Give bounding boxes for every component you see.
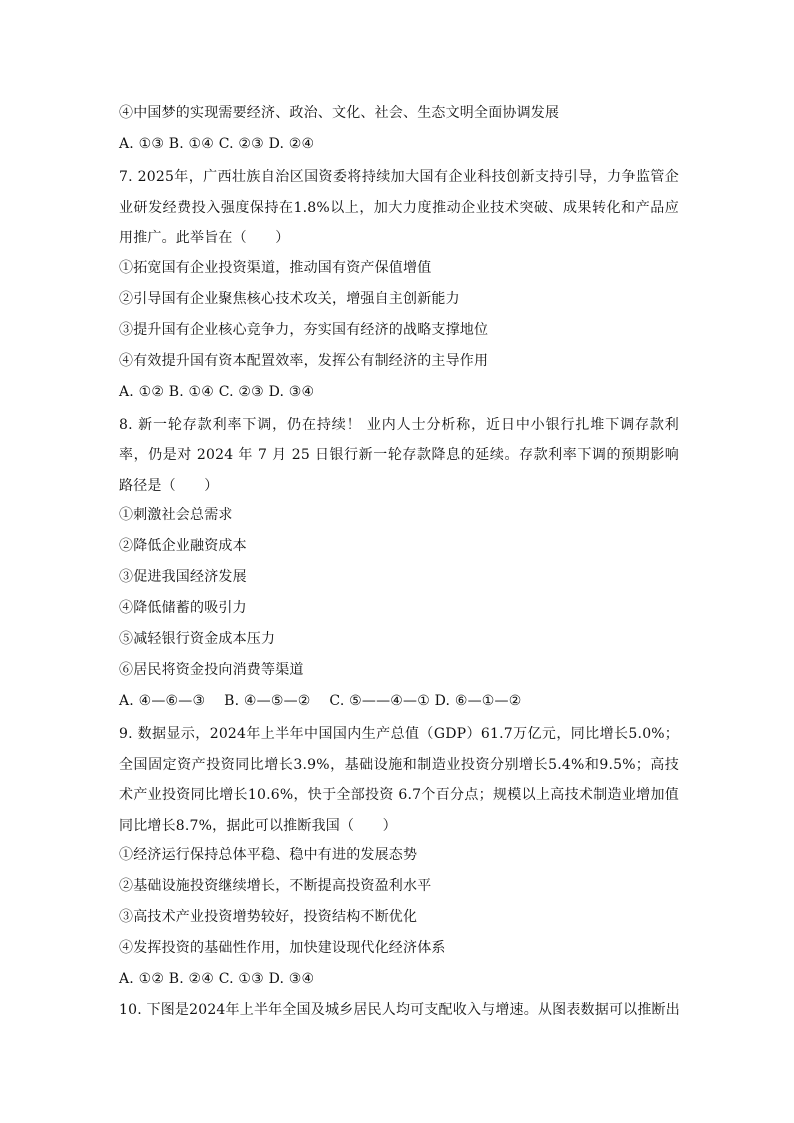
- q6-item-4: ④中国梦的实现需要经济、政治、文化、社会、生态文明全面协调发展: [119, 105, 560, 121]
- q7-stem-text: 7. 2025年，广西壮族自治区国资委将持续加大国有企业科技创新支持引导，力争监管企业研发经费投入强度保持在1.8%以上，加大力度推动企业技术突破、成果转化和产品应用推广。此举旨在（ ）: [119, 169, 679, 246]
- q8-item-6: ⑥居民将资金投向消费等渠道: [119, 662, 304, 678]
- q9-choices: A. ①② B. ②④ C. ①③ D. ③④: [119, 971, 315, 987]
- q8-stem-text: 8. 新一轮存款利率下调，仍在持续！ 业内人士分析称，近日中小银行扎堆下调存款利率，仍是对 2024 年 7 月 25 日银行新一轮存款降息的延续。存款利率下调的预期影响路径是（ ）: [119, 416, 679, 494]
- q8-item-1: ①刺激社会总需求: [119, 507, 233, 523]
- q8-item-3: ③促进我国经济发展: [119, 569, 247, 585]
- q8-item-5: ⑤减轻银行资金成本压力: [119, 631, 276, 647]
- q7-item-4: ④有效提升国有资本配置效率，发挥公有制经济的主导作用: [119, 352, 489, 369]
- q9-item-1: ①经济运行保持总体平稳、稳中有进的发展态势: [119, 847, 418, 863]
- q7-item-1: ①拓宽国有企业投资渠道，推动国有资产保值增值: [119, 259, 432, 276]
- q8-item-2: ②降低企业融资成本: [119, 538, 247, 554]
- q10-stem: 10. 下图是2024年上半年全国及城乡居民人均可支配收入与增速。从图表数据可以推断出: [119, 1002, 680, 1018]
- q6-choices: A. ①③ B. ①④ C. ②③ D. ②④: [119, 136, 315, 152]
- q8-item-4: ④降低储蓄的吸引力: [119, 600, 247, 616]
- q9-item-4: ④发挥投资的基础性作用，加快建设现代化经济体系: [119, 940, 446, 956]
- q7-choices: A. ①② B. ①④ C. ②③ D. ③④: [119, 383, 315, 400]
- q9-item-2: ②基础设施投资继续增长，不断提高投资盈利水平: [119, 878, 432, 894]
- q8-choices: A. ④—⑥—③ B. ④—⑤—② C. ⑤——④—① D. ⑥—①—②: [119, 693, 522, 709]
- q9-stem-text: 9. 数据显示，2024年上半年中国国内生产总值（GDP）61.7万亿元，同比增长5.0%；全国固定资产投资同比增长3.9%，基础设施和制造业投资分别增长5.4%和9.5%；高技术产业投资同比增长10.6%，快于全部投资 6.7个百分点；规模以上高技术制造业增加值同比增长8.7%，据此可以推断我国（ ）: [119, 726, 679, 834]
- q9-stem: [119, 719, 679, 841]
- document-content: [119, 100, 679, 1028]
- q7-item-2: ②引导国有企业聚焦核心技术攻关，增强自主创新能力: [119, 290, 460, 307]
- q9-item-3: ③高技术产业投资增势较好，投资结构不断优化: [119, 909, 418, 925]
- q8-stem: [119, 410, 679, 502]
- q7-item-3: ③提升国有企业核心竞争力，夯实国有经济的战略支撑地位: [119, 321, 489, 338]
- q7-stem: [119, 162, 679, 254]
